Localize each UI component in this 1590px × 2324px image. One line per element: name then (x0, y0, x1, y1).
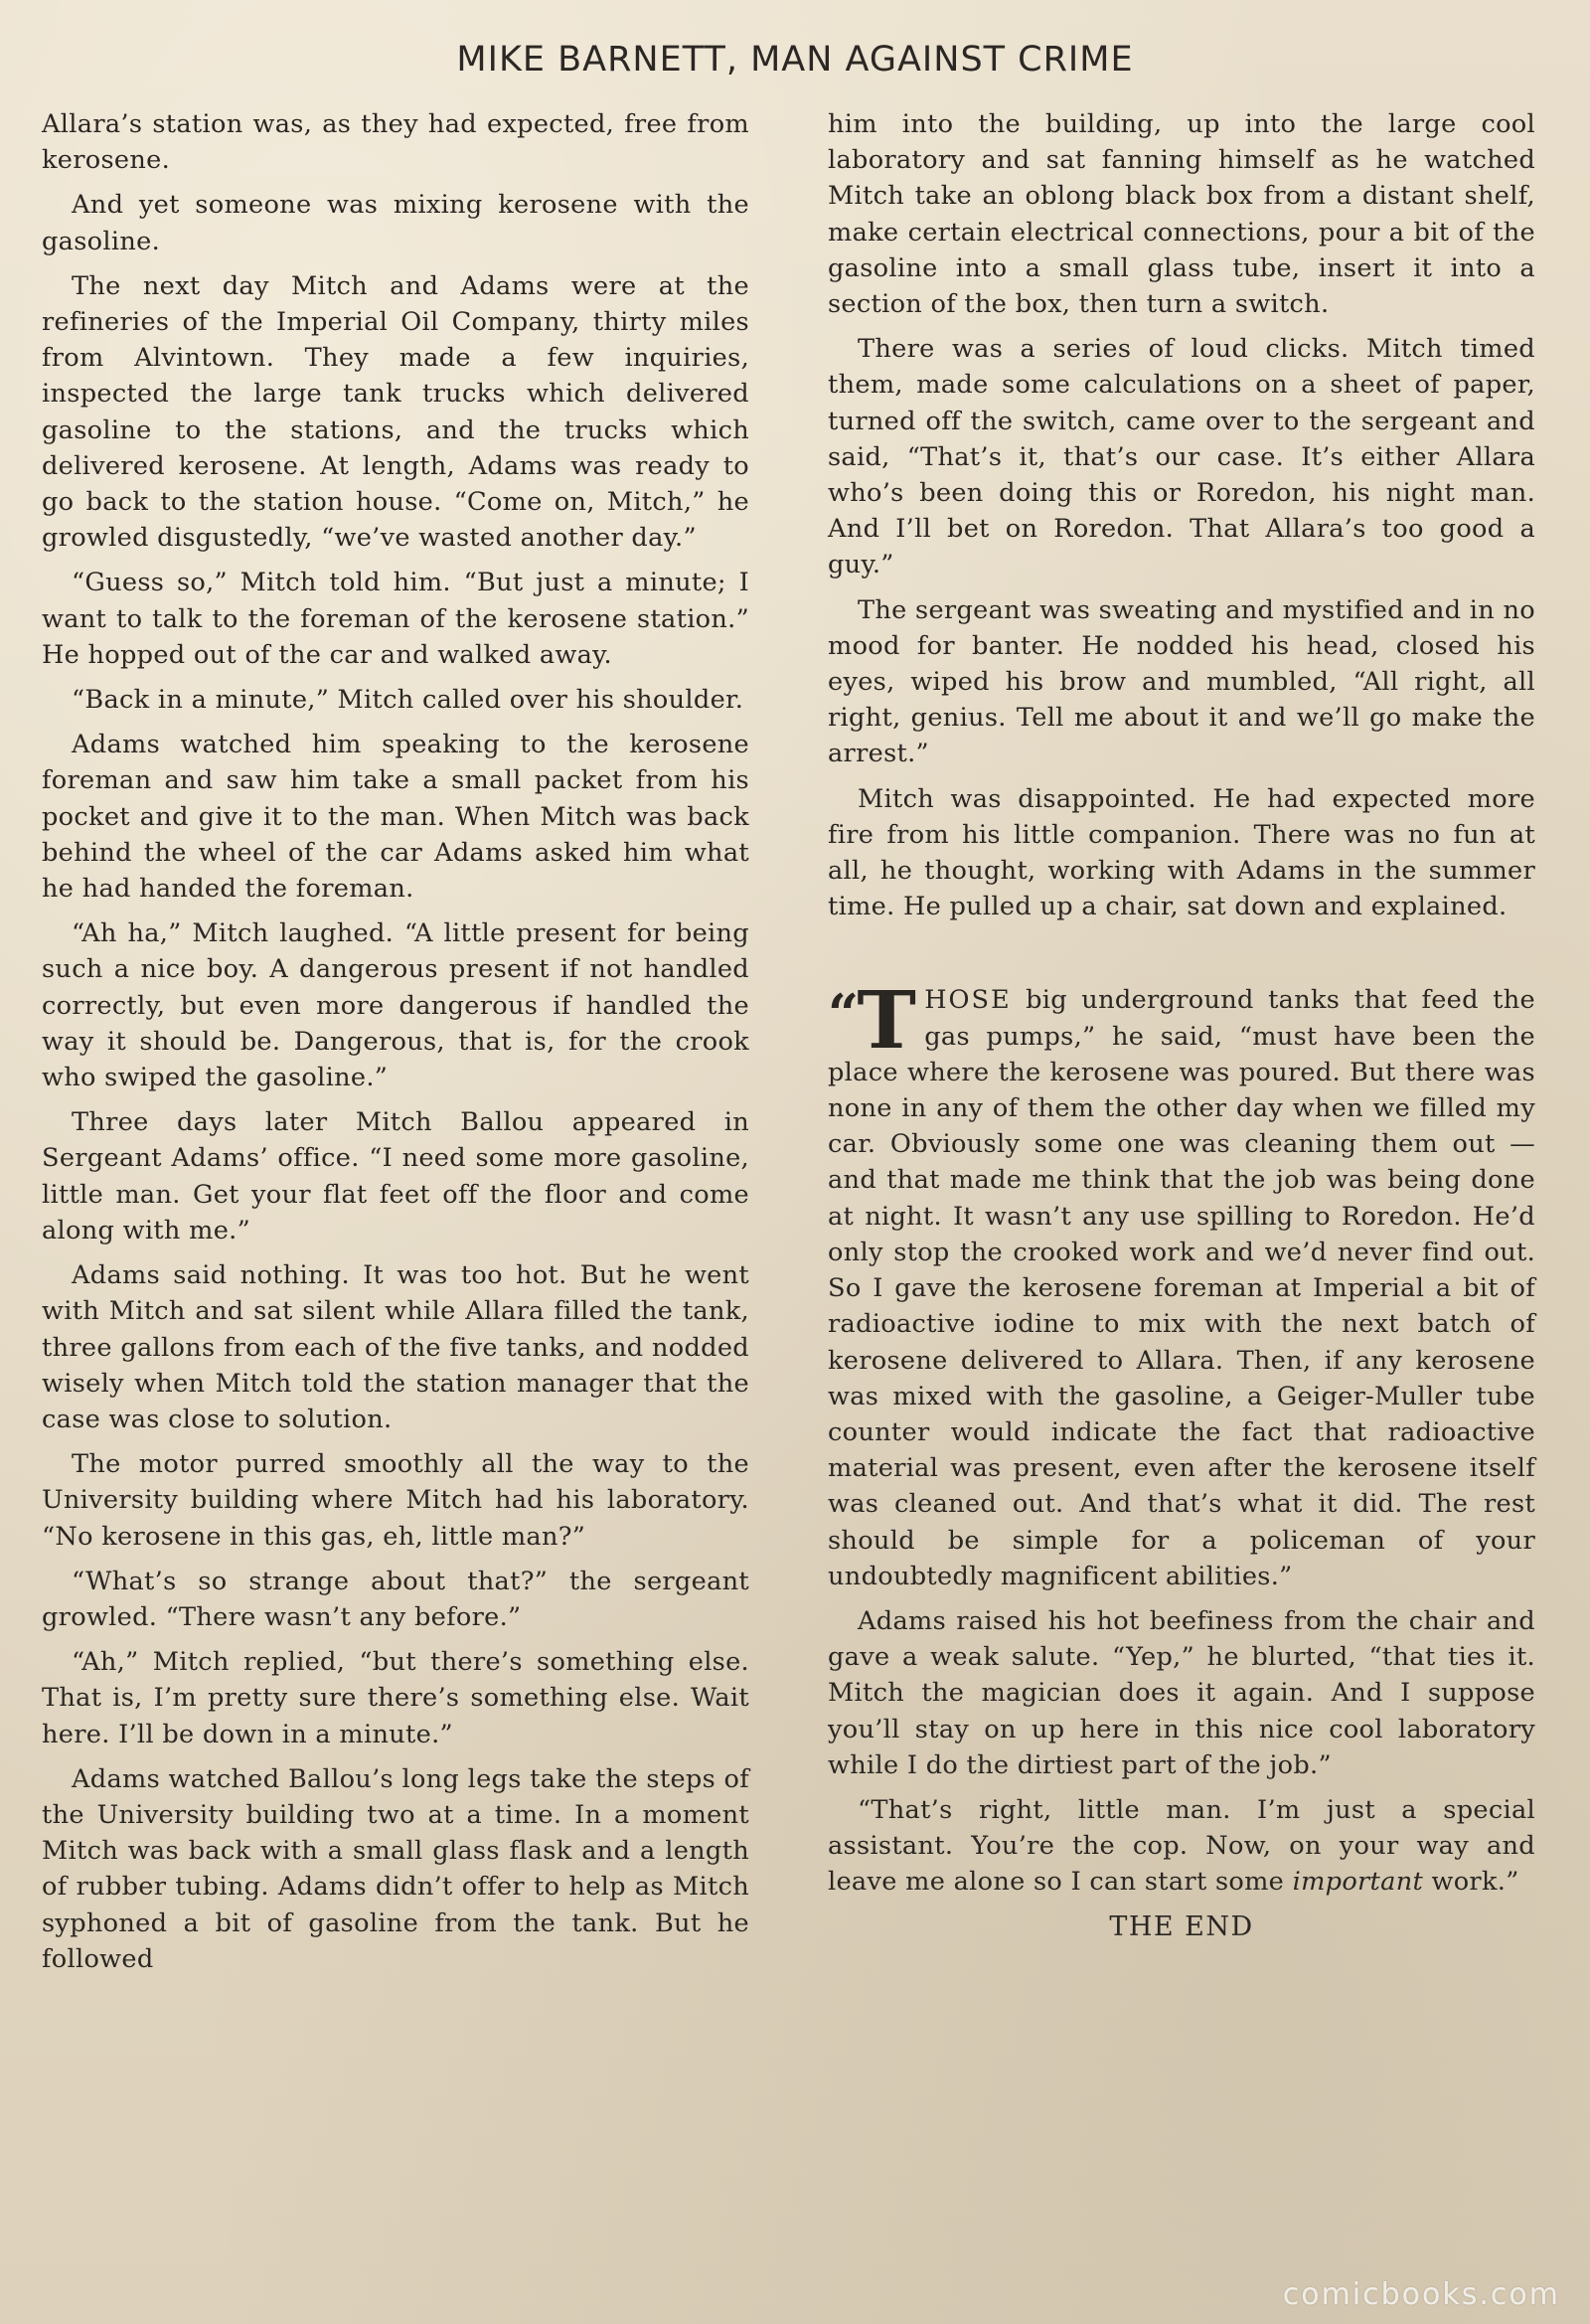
left-column (42, 106, 749, 1986)
italic-word: important (1292, 1867, 1424, 1898)
paragraph-text: work.” (1423, 1867, 1519, 1898)
paragraph: Adams watched Ballou’s long legs take the steps of the University building two at a time. In a moment Mitch was back with a small glass flask and a length of rubber tubing. Adams didn’t offer to help as Mitch syphoned a bit of gasoline from the tank. But he followed (42, 1763, 749, 1974)
paragraph: Adams watched him speaking to the kerosene foreman and saw him take a small packet from his pocket and give it to the man. When Mitch was back behind the wheel of the car Adams asked him what he had handed the foreman. (42, 730, 749, 905)
paragraph: “Ah ha,” Mitch laughed. “A little present for being such a nice boy. A dangerous present if not handled correctly, but even more dangerous if handled the way it should be. Dangerous, that is, for the crook who swiped the gasoline.” (42, 918, 749, 1093)
paragraph: “Back in a minute,” Mitch called over his shoulder. (72, 685, 744, 716)
paragraph (828, 1792, 1535, 1901)
lead-in-word: HOSE (924, 985, 1012, 1016)
paragraph-body: big underground tanks that feed the gas pumps,” he said, “must have been the place where the kerosene was poured. But there was none in any of them the other day when we filled my car. Obviously some one was cleaning them out — and that made me think that the job was being done at night. It wasn’t any use spilling to Roredon. He’d only stop the crooked work and we’d never find out. So I gave the kerosene foreman at Imperial a bit of radioactive iodine to mix with the next batch of kerosene delivered to Allara. Then, if any kerosene was mixed with the gasoline, a Geiger-Muller tube counter would indicate the fact that radioactive material was present, even after the kerosene itself was cleaned out. And that’s what it did. The rest should be simple for a policeman of your undoubtedly magnificent abilities.” (828, 985, 1535, 1591)
running-head: MIKE BARNETT, MAN AGAINST CRIME (456, 40, 1134, 80)
drop-cap-letter: T (857, 973, 917, 1068)
paragraph: Allara’s station was, as they had expected, free from kerosene. (42, 109, 749, 176)
paragraph: “Guess so,” Mitch told him. “But just a minute; I want to talk to the foreman of the kerosene station.” He hopped out of the car and walked away. (42, 568, 749, 670)
paragraph: The motor purred smoothly all the way to the University building where Mitch had his laboratory. “No kerosene in this gas, eh, little man?” (42, 1449, 749, 1552)
right-column (828, 106, 1535, 1954)
paragraph: There was a series of loud clicks. Mitch timed them, made some calculations on a sheet of paper, turned off the switch, came over to the sergeant and said, “That’s it, that’s our case. It’s either Allara who’s been doing this or Roredon, his night man. And I’ll bet on Roredon. That Allara’s too good a guy.” (828, 334, 1535, 581)
paragraph: him into the building, up into the large cool laboratory and sat fanning himself as he watched Mitch take an oblong black box from a distant shelf, make certain electrical connections, pour a bit of the gasoline into a small glass tube, insert it into a section of the box, then turn a switch. (828, 109, 1535, 320)
paragraph: Three days later Mitch Ballou appeared in Sergeant Adams’ office. “I need some more gasoline, little man. Get your flat feet off the floor and come along with me.” (42, 1107, 749, 1245)
paragraph: “Ah,” Mitch replied, “but there’s something else. That is, I’m pretty sure there’s something else. Wait here. I’ll be down in a minute.” (42, 1647, 749, 1749)
drop-cap-quote: “ (828, 982, 860, 1047)
paragraph: Adams said nothing. It was too hot. But he went with Mitch and sat silent while Allara filled the tank, three gallons from each of the five tanks, and nodded wisely when Mitch told the station manager that the case was close to solution. (42, 1260, 749, 1434)
paragraph: The sergeant was sweating and mystified and in no mood for banter. He nodded his head, closed his eyes, wiped his brow and mumbled, “All right, all right, genius. Tell me about it and we’ll go make the arrest.” (828, 594, 1535, 769)
watermark: comicbooks.com (1282, 2277, 1560, 2312)
paragraph: Adams raised his hot beefiness from the chair and gave a weak salute. “Yep,” he blurted, “that ties it. Mitch the magician does it again. And I suppose you’ll stay on up here in this nice cool laboratory while I do the dirtiest part of the job.” (828, 1605, 1535, 1780)
paragraph: The next day Mitch and Adams were at the refineries of the Imperial Oil Company, thirty miles from Alvintown. They made a few inquiries, inspected the large tank trucks which delivered gasoline to the stations, and the trucks which delivered kerosene. At length, Adams was ready to go back to the station house. “Come on, Mitch,” he growled disgustedly, “we’ve wasted another day.” (42, 270, 749, 554)
section-opening-paragraph (828, 973, 1535, 1593)
paragraph: “What’s so strange about that?” the sergeant growled. “There wasn’t any before.” (42, 1566, 749, 1632)
paragraph-text: “That’s right, little man. I’m just a special assistant. You’re the cop. Now, on your way and leave me alone so I can start some (828, 1794, 1535, 1898)
the-end-label: THE END (1109, 1910, 1254, 1942)
paragraph: Mitch was disappointed. He had expected more fire from his little companion. There was no fun at all, he thought, working with Adams in the summer time. He pulled up a chair, sat down and explained. (828, 783, 1535, 922)
paragraph: And yet someone was mixing kerosene with the gasoline. (42, 190, 749, 256)
drop-cap (828, 973, 917, 1068)
